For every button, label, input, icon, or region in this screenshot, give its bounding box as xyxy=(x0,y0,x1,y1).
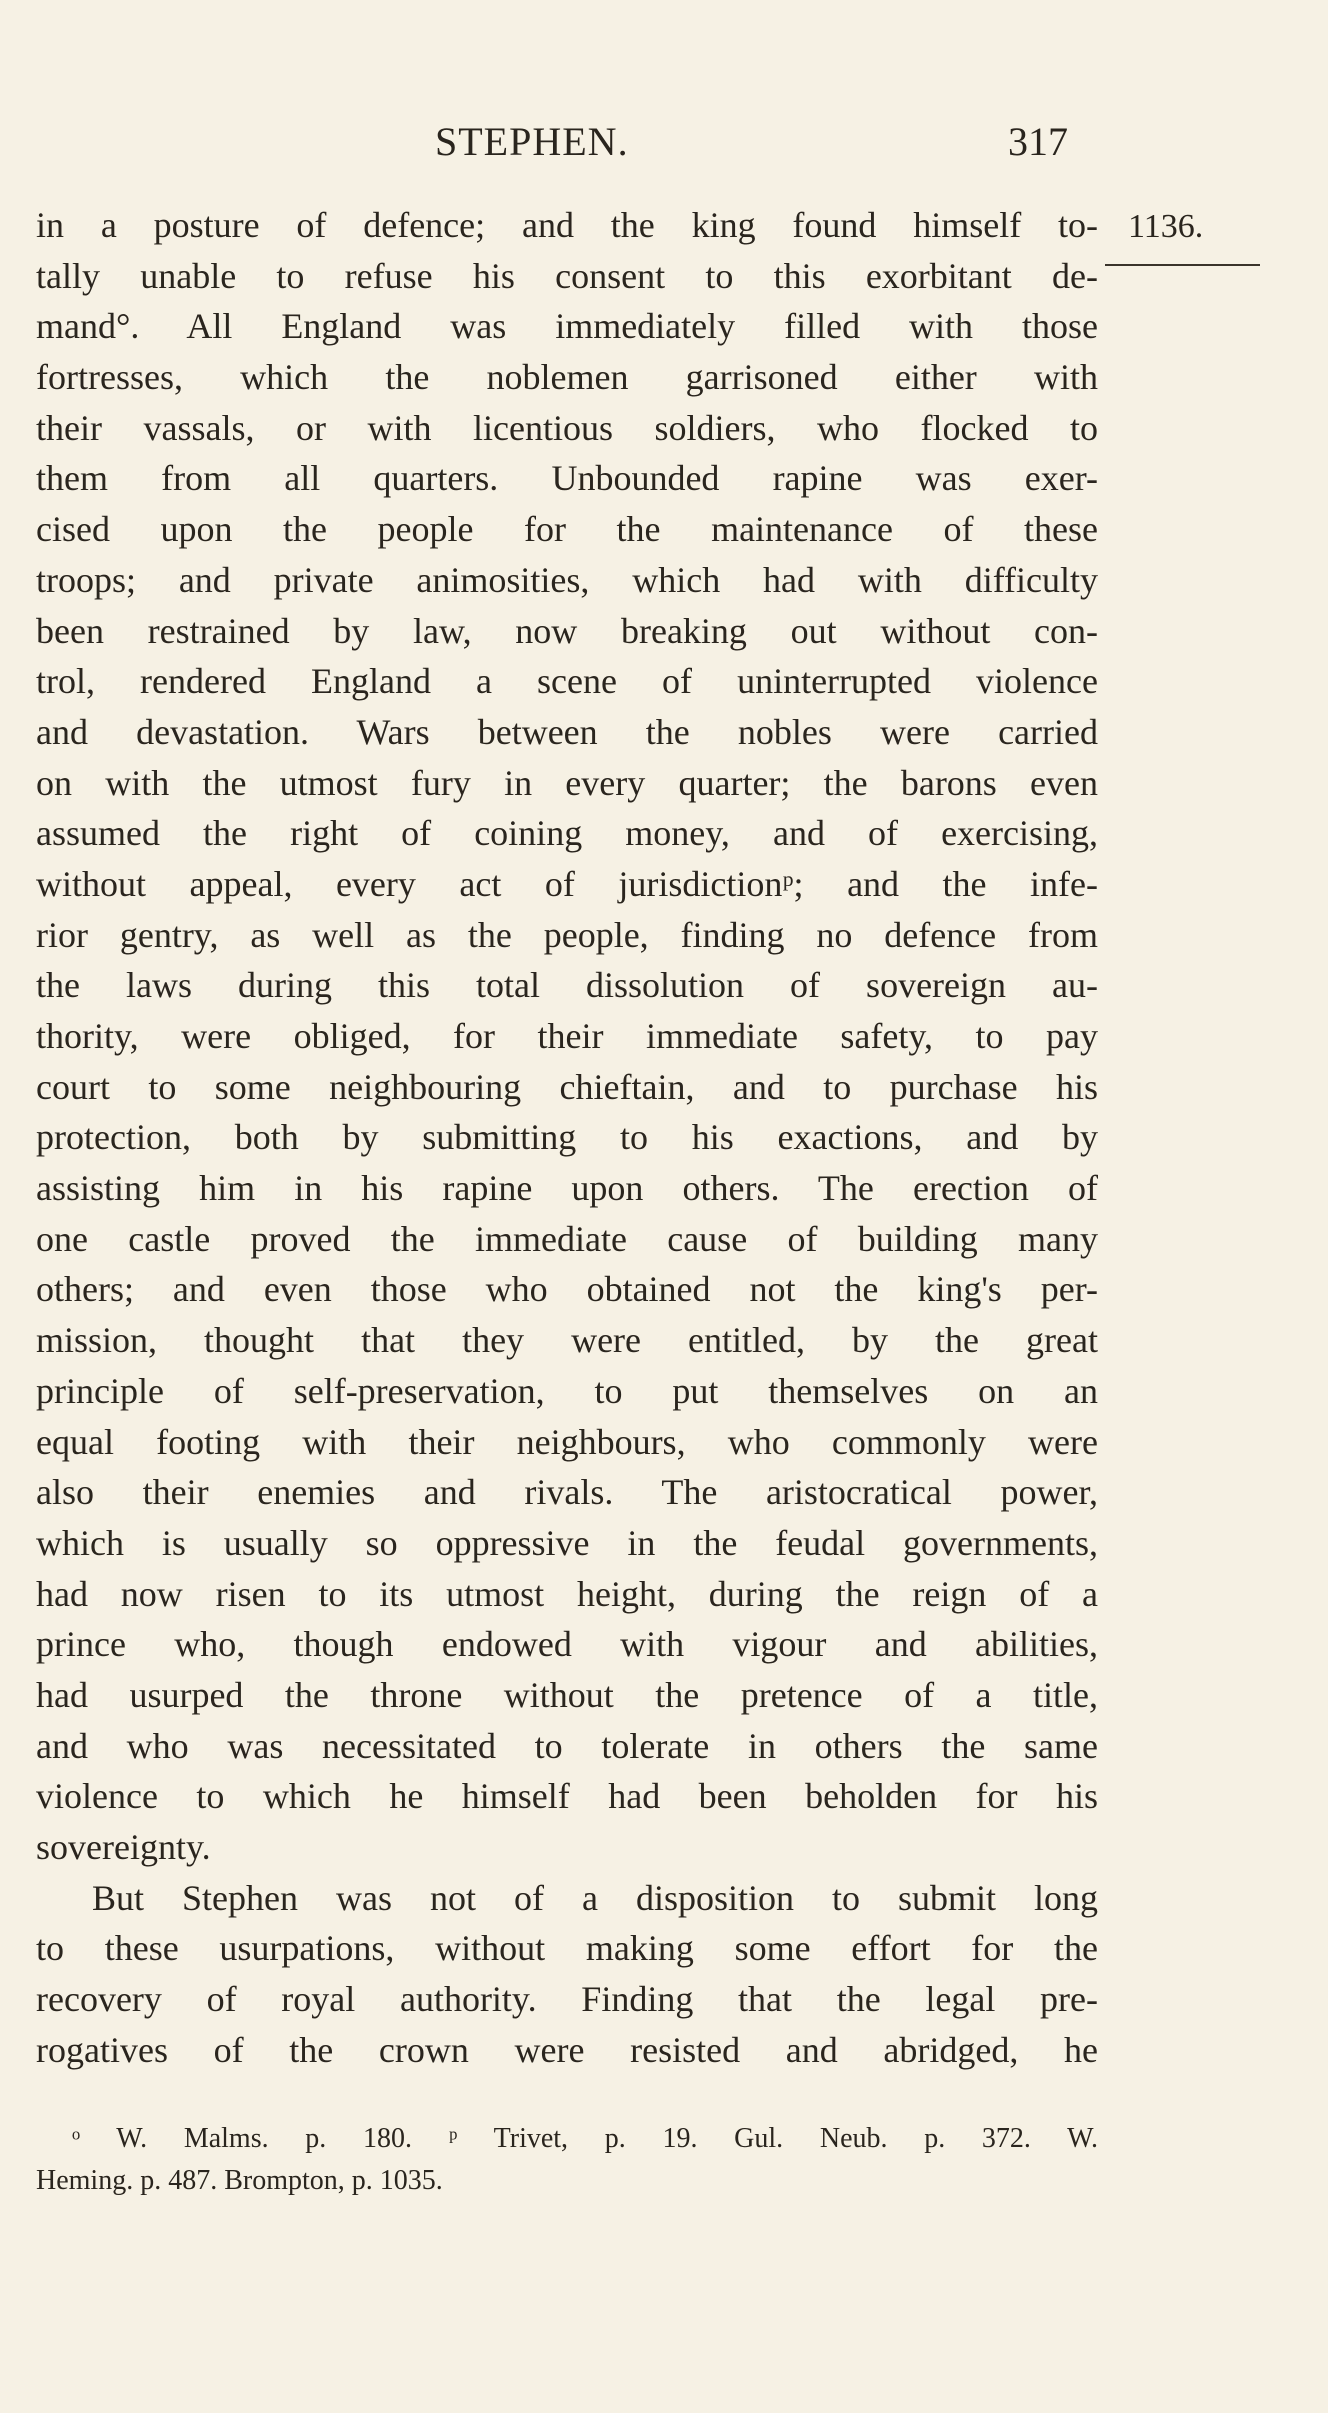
text-line: and devastation. Wars between the nobles were carried xyxy=(36,711,1098,752)
text-line: rogatives of the crown were resisted and abridged, he xyxy=(36,2029,1098,2070)
text-line: trol, rendered England a scene of uninterrupted violence xyxy=(36,661,1098,702)
text-line: had now risen to its utmost height, during the reign of a xyxy=(36,1573,1098,1614)
paragraph-end-line: sovereignty. xyxy=(36,1827,211,1867)
text-line: which is usually so oppressive in the feudal governments, xyxy=(36,1522,1098,1563)
text-line: fortresses, which the noblemen garrisoned either with xyxy=(36,357,1098,398)
text-line: violence to which he himself had been beholden for his xyxy=(36,1776,1098,1817)
text-line: one castle proved the immediate cause of building many xyxy=(36,1218,1098,1259)
text-line: mand°. All England was immediately filled with those xyxy=(36,306,1098,347)
text-line: court to some neighbouring chieftain, and to purchase his xyxy=(36,1066,1098,1107)
text-line: them from all quarters. Unbounded rapine was exer- xyxy=(36,458,1098,499)
text-line: rior gentry, as well as the people, finding no defence from xyxy=(36,914,1098,955)
margin-year-note: 1136. xyxy=(1128,208,1204,245)
text-line: assumed the right of coining money, and of exercising, xyxy=(36,813,1098,854)
text-line: in a posture of defence; and the king found himself to- xyxy=(36,205,1098,245)
text-line: also their enemies and rivals. The aristocratical power, xyxy=(36,1472,1098,1513)
text-line: cised upon the people for the maintenance of these xyxy=(36,509,1098,550)
text-line: prince who, though endowed with vigour and abilities, xyxy=(36,1624,1098,1665)
text-line: thority, were obliged, for their immediate safety, to pay xyxy=(36,1016,1098,1056)
text-line: without appeal, every act of jurisdictionᵖ; and the infe- xyxy=(36,863,1098,904)
page-number: 317 xyxy=(1008,119,1068,164)
text-line: recovery of royal authority. Finding that the legal pre- xyxy=(36,1979,1098,2020)
text-line: been restrained by law, now breaking out without con- xyxy=(36,610,1098,651)
text-line: the laws during this total dissolution of sovereign au- xyxy=(36,965,1098,1006)
text-line: others; and even those who obtained not the king's per- xyxy=(36,1269,1098,1310)
margin-rule xyxy=(1105,264,1260,266)
footnote-line: Heming. p. 487. Brompton, p. 1035. xyxy=(36,2165,443,2196)
text-line: assisting him in his rapine upon others. The erection of xyxy=(36,1168,1098,1209)
text-line: tally unable to refuse his consent to this exorbitant de- xyxy=(36,255,1098,296)
text-line: and who was necessitated to tolerate in others the same xyxy=(36,1725,1098,1766)
footnote-line: ᵒ W. Malms. p. 180. ᵖ Trivet, p. 19. Gul. Neub. p. 372. W. xyxy=(72,2123,1098,2154)
text-line: to these usurpations, without making some effort for the xyxy=(36,1928,1098,1969)
paragraph-start-line: But Stephen was not of a disposition to submit long xyxy=(92,1877,1098,1918)
text-line: had usurped the throne without the pretence of a title, xyxy=(36,1674,1098,1715)
text-line: on with the utmost fury in every quarter; the barons even xyxy=(36,762,1098,803)
text-line: principle of self-preservation, to put themselves on an xyxy=(36,1370,1098,1411)
text-line: troops; and private animosities, which had with difficulty xyxy=(36,559,1098,600)
footnotes xyxy=(36,2118,1098,2202)
text-line: their vassals, or with licentious soldiers, who flocked to xyxy=(36,407,1098,448)
text-line: equal footing with their neighbours, who commonly were xyxy=(36,1421,1098,1462)
text-line: protection, both by submitting to his exactions, and by xyxy=(36,1117,1098,1158)
running-title: STEPHEN. xyxy=(435,119,629,164)
running-head xyxy=(0,118,1328,172)
text-line: mission, thought that they were entitled, by the great xyxy=(36,1320,1098,1361)
body-text xyxy=(36,200,1098,2075)
